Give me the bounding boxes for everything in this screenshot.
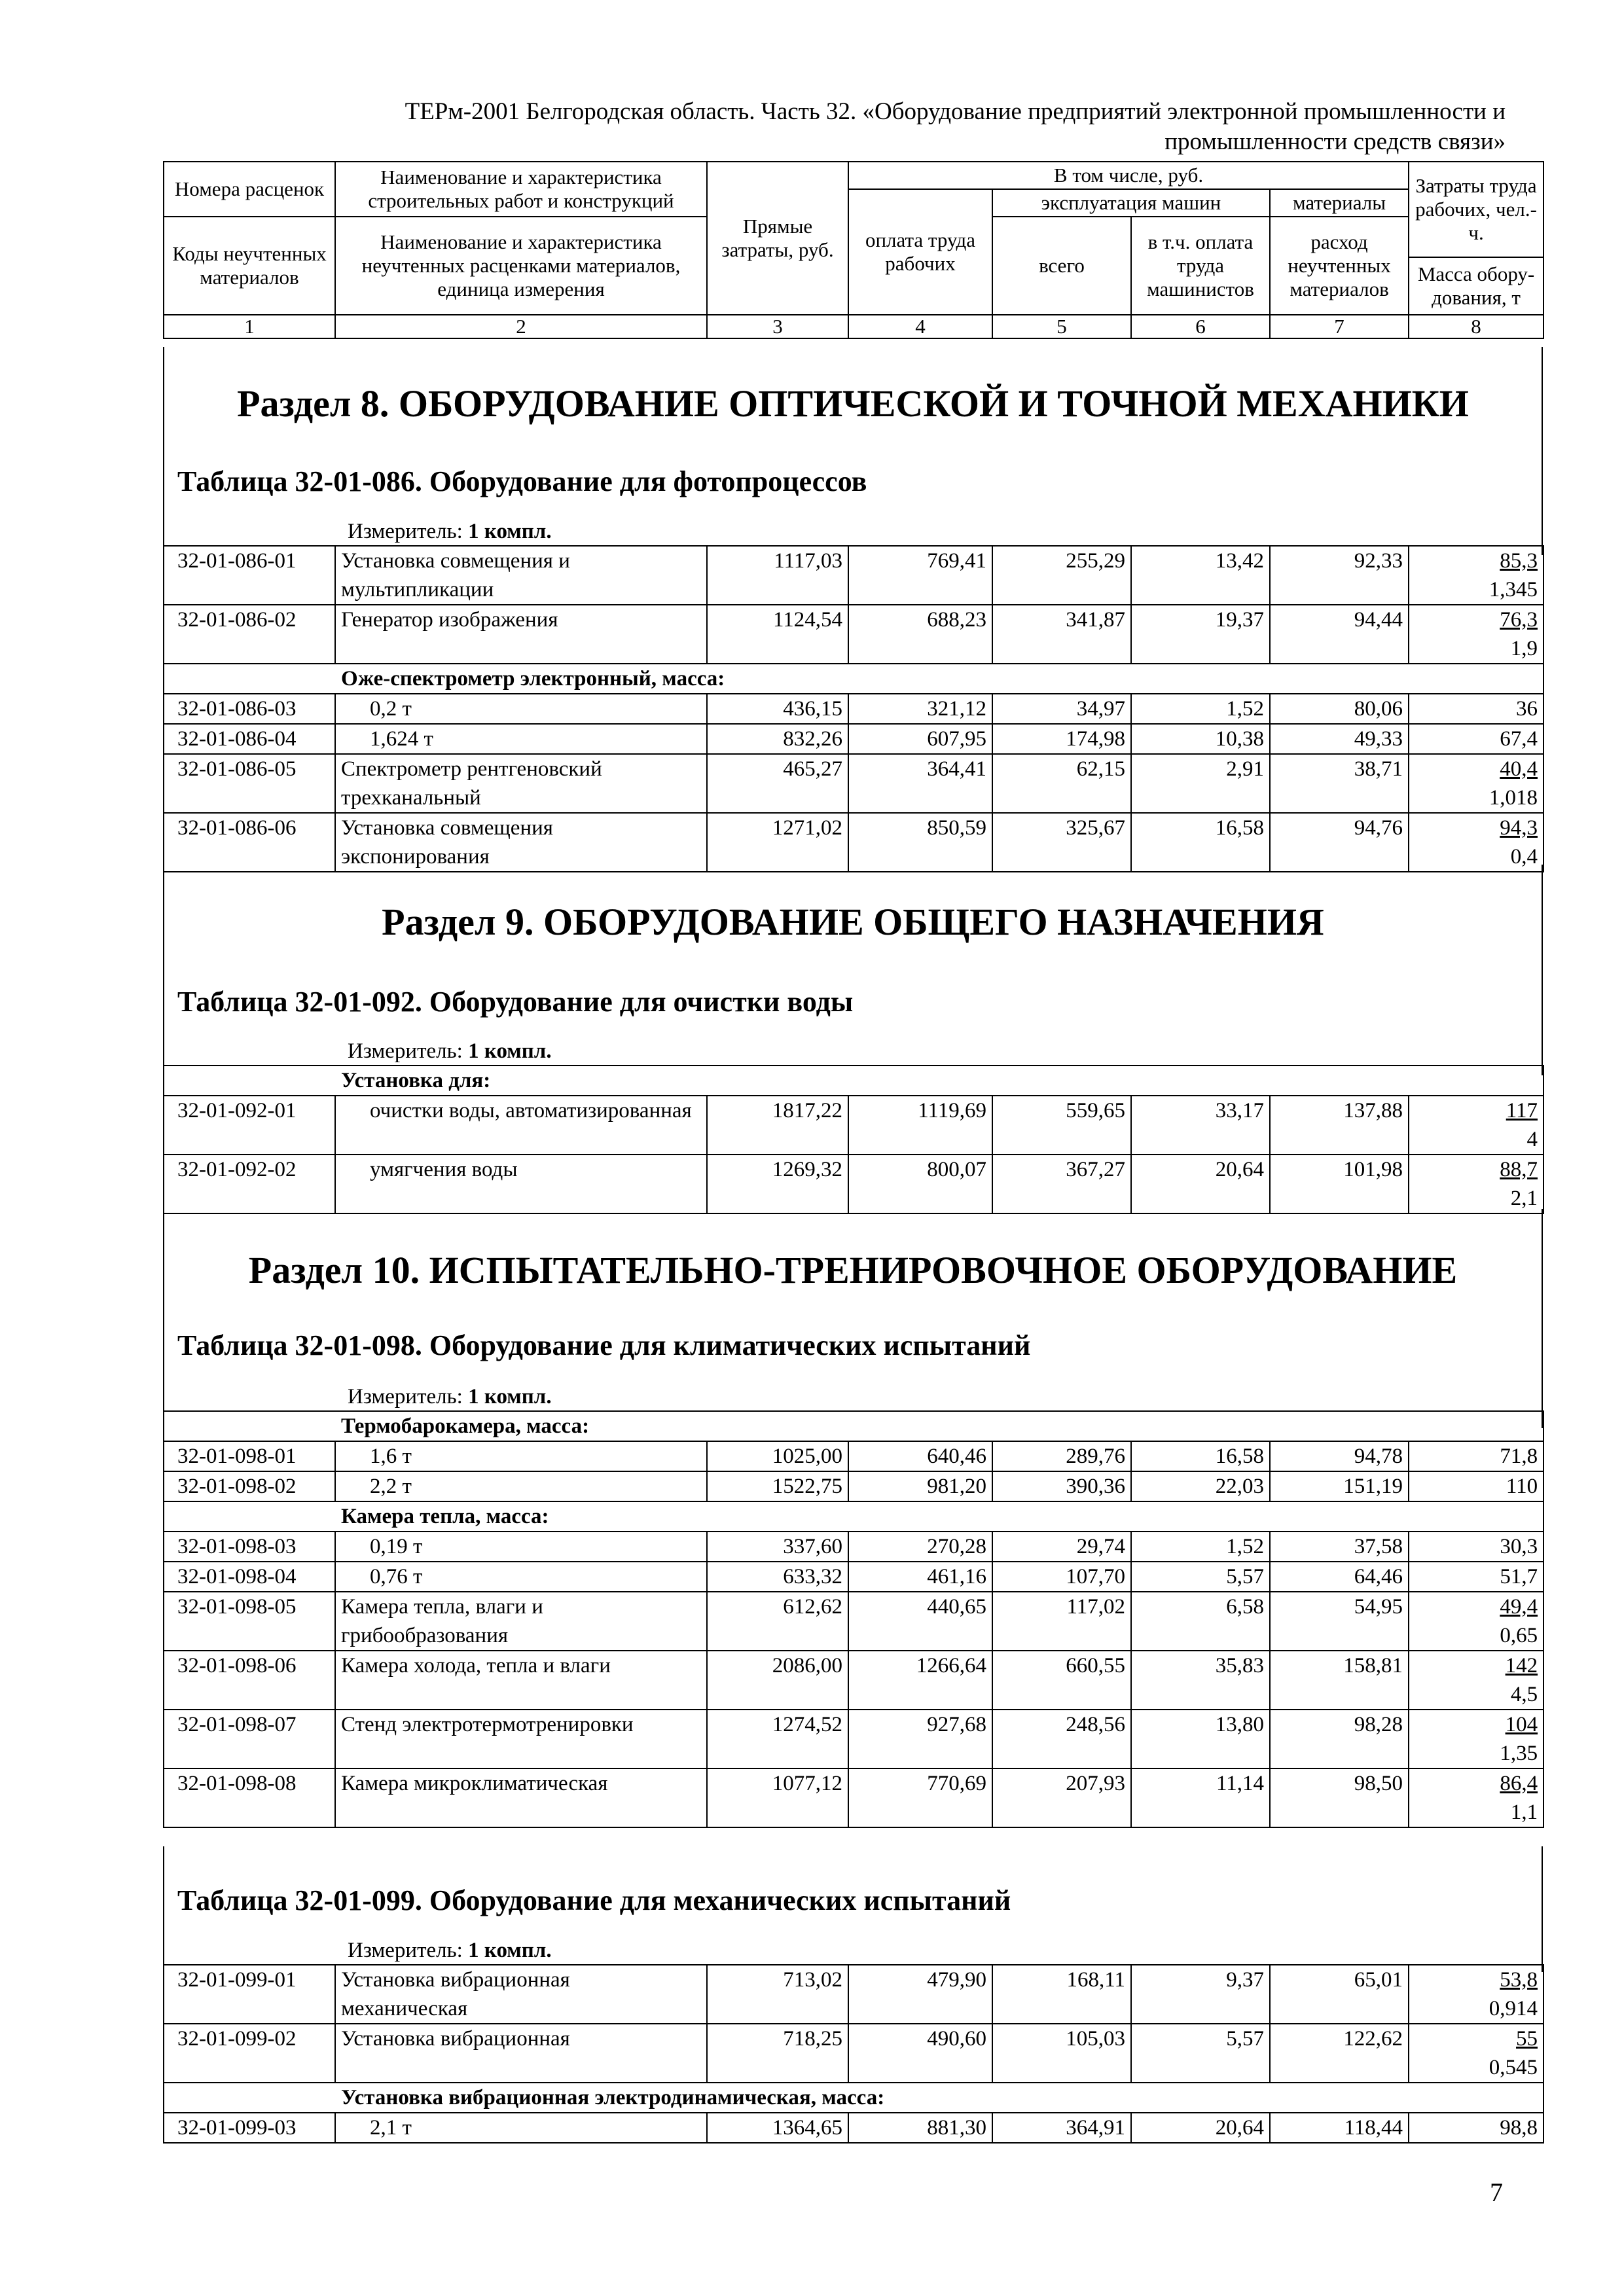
- row-machines: 34,97: [992, 694, 1131, 724]
- table-row: [164, 724, 1543, 754]
- row-materials: 54,95: [1270, 1592, 1409, 1651]
- row-hours: 142: [1505, 1654, 1538, 1677]
- section-8-title: Раздел 8. ОБОРУДОВАНИЕ ОПТИЧЕСКОЙ И ТОЧНОЙ МЕХАНИКИ: [237, 382, 1469, 425]
- row-hours: 30,3: [1409, 1532, 1543, 1562]
- row-hours: 36: [1409, 694, 1543, 724]
- page-number: 7: [1490, 2178, 1503, 2207]
- row-name: Камера микроклиматическая: [335, 1768, 707, 1827]
- row-materials: 118,44: [1270, 2113, 1409, 2143]
- row-name: 1,624 т: [335, 724, 707, 754]
- table-092-title: Таблица 32-01-092. Оборудование для очистки воды: [177, 986, 854, 1018]
- row-materials: 92,33: [1270, 546, 1409, 605]
- row-code: 32-01-098-07: [164, 1710, 335, 1768]
- group-label: Камера тепла, масса:: [164, 1501, 1543, 1532]
- row-direct: 612,62: [707, 1592, 848, 1651]
- col-mass-header: Масса обору-дования, т: [1409, 257, 1543, 315]
- row-materials: 98,50: [1270, 1768, 1409, 1827]
- table-row: [164, 605, 1543, 664]
- row-labor: 688,23: [848, 605, 992, 664]
- table-row: [164, 1096, 1543, 1155]
- row-labor: 640,46: [848, 1441, 992, 1471]
- table-row: [164, 2113, 1543, 2143]
- row-drivers: 16,58: [1131, 1441, 1270, 1471]
- row-mass: 0,65: [1500, 1624, 1538, 1647]
- measure-label: Измеритель:: [348, 1385, 463, 1408]
- row-materials: 64,46: [1270, 1562, 1409, 1592]
- col-number: 6: [1131, 315, 1270, 338]
- table-row: [164, 1155, 1543, 1213]
- row-drivers: 1,52: [1131, 1532, 1270, 1562]
- table-086-measure: [348, 517, 552, 546]
- row-hours: 85,3: [1500, 549, 1538, 573]
- row-materials: 101,98: [1270, 1155, 1409, 1213]
- row-direct: 633,32: [707, 1562, 848, 1592]
- col-material-codes-header: Коды неучтенных материалов: [164, 217, 335, 315]
- row-code: 32-01-086-03: [164, 694, 335, 724]
- measure-value: 1 компл.: [468, 1939, 552, 1962]
- row-drivers: 22,03: [1131, 1471, 1270, 1501]
- row-hours-mass: [1409, 1710, 1543, 1768]
- row-name: Установка совмещения и мультипликации: [335, 546, 707, 605]
- row-machines: 559,65: [992, 1096, 1131, 1155]
- table-099-title: Таблица 32-01-099. Оборудование для механических испытаний: [177, 1884, 1011, 1916]
- col-machines-total-header: всего: [992, 217, 1131, 315]
- row-mass: 4,5: [1510, 1683, 1538, 1706]
- table-row: [164, 754, 1543, 813]
- row-direct: 436,15: [707, 694, 848, 724]
- row-name: Установка вибрационная механическая: [335, 1965, 707, 2024]
- table-098-measure: [348, 1382, 552, 1411]
- row-hours-mass: [1409, 546, 1543, 605]
- row-code: 32-01-086-06: [164, 813, 335, 872]
- row-drivers: 5,57: [1131, 1562, 1270, 1592]
- row-hours-mass: [1409, 1768, 1543, 1827]
- row-mass: 0,545: [1489, 2056, 1538, 2079]
- measure-value: 1 компл.: [468, 1039, 552, 1063]
- row-direct: 337,60: [707, 1532, 848, 1562]
- row-direct: 1274,52: [707, 1710, 848, 1768]
- row-materials: 151,19: [1270, 1471, 1409, 1501]
- col-number: 7: [1270, 315, 1409, 338]
- row-machines: 255,29: [992, 546, 1131, 605]
- row-hours-mass: [1409, 1592, 1543, 1651]
- row-materials: 137,88: [1270, 1096, 1409, 1155]
- row-code: 32-01-092-02: [164, 1155, 335, 1213]
- row-hours: 104: [1505, 1713, 1538, 1736]
- row-name: умягчения воды: [335, 1155, 707, 1213]
- row-labor: 800,07: [848, 1155, 992, 1213]
- row-hours: 88,7: [1500, 1158, 1538, 1181]
- col-name-header: Наименование и характеристика строительных работ и конструкций: [335, 162, 707, 217]
- row-drivers: 2,91: [1131, 754, 1270, 813]
- row-materials: 94,76: [1270, 813, 1409, 872]
- row-hours-mass: [1409, 1651, 1543, 1710]
- row-machines: 107,70: [992, 1562, 1131, 1592]
- table-row: [164, 694, 1543, 724]
- row-materials: 38,71: [1270, 754, 1409, 813]
- row-name: 0,76 т: [335, 1562, 707, 1592]
- row-direct: 465,27: [707, 754, 848, 813]
- group-label: Оже-спектрометр электронный, масса:: [164, 664, 1543, 694]
- measure-label: Измеритель:: [348, 1939, 463, 1962]
- row-code: 32-01-086-02: [164, 605, 335, 664]
- row-machines: 62,15: [992, 754, 1131, 813]
- col-hours-header: Затраты труда рабочих, чел.-ч.: [1409, 162, 1543, 257]
- row-mass: 1,018: [1489, 786, 1538, 810]
- table-092: [163, 1065, 1544, 1214]
- row-materials: 158,81: [1270, 1651, 1409, 1710]
- row-hours-mass: [1409, 1965, 1543, 2024]
- row-drivers: 6,58: [1131, 1592, 1270, 1651]
- table-row: [164, 1441, 1543, 1471]
- table-row: [164, 1965, 1543, 2024]
- row-code: 32-01-098-05: [164, 1592, 335, 1651]
- row-machines: 105,03: [992, 2024, 1131, 2083]
- row-labor: 270,28: [848, 1532, 992, 1562]
- row-machines: 325,67: [992, 813, 1131, 872]
- row-code: 32-01-098-08: [164, 1768, 335, 1827]
- row-direct: 1124,54: [707, 605, 848, 664]
- row-direct: 1271,02: [707, 813, 848, 872]
- row-materials: 65,01: [1270, 1965, 1409, 2024]
- row-mass: 0,4: [1510, 845, 1538, 869]
- measure-label: Измеритель:: [348, 1039, 463, 1063]
- col-number: 2: [335, 315, 707, 338]
- row-materials: 94,44: [1270, 605, 1409, 664]
- group-row: [164, 1501, 1543, 1532]
- table-092-measure: [348, 1037, 552, 1066]
- row-code: 32-01-098-01: [164, 1441, 335, 1471]
- row-direct: 1817,22: [707, 1096, 848, 1155]
- table-098-title: Таблица 32-01-098. Оборудование для климатических испытаний: [177, 1329, 1031, 1361]
- row-hours-mass: [1409, 2024, 1543, 2083]
- row-drivers: 19,37: [1131, 605, 1270, 664]
- table-098: [163, 1410, 1544, 1828]
- row-labor: 881,30: [848, 2113, 992, 2143]
- row-hours: 71,8: [1409, 1441, 1543, 1471]
- row-direct: 2086,00: [707, 1651, 848, 1710]
- row-direct: 713,02: [707, 1965, 848, 2024]
- row-mass: 2,1: [1510, 1187, 1538, 1210]
- row-direct: 1269,32: [707, 1155, 848, 1213]
- row-mass: 1,345: [1489, 578, 1538, 601]
- col-machines-header: эксплуатация машин: [992, 189, 1270, 217]
- row-hours-mass: [1409, 813, 1543, 872]
- row-drivers: 20,64: [1131, 2113, 1270, 2143]
- row-code: 32-01-086-05: [164, 754, 335, 813]
- row-hours: 67,4: [1409, 724, 1543, 754]
- row-mass: 1,1: [1510, 1801, 1538, 1824]
- table-099: [163, 1964, 1544, 2144]
- row-mass: 0,914: [1489, 1997, 1538, 2020]
- row-materials: 98,28: [1270, 1710, 1409, 1768]
- row-labor: 769,41: [848, 546, 992, 605]
- row-labor: 364,41: [848, 754, 992, 813]
- row-name: [335, 1096, 707, 1155]
- col-number: 3: [707, 315, 848, 338]
- page-header: [262, 97, 1506, 157]
- row-machines: 207,93: [992, 1768, 1131, 1827]
- row-drivers: 13,80: [1131, 1710, 1270, 1768]
- row-drivers: 16,58: [1131, 813, 1270, 872]
- column-header-table: [163, 161, 1544, 339]
- row-labor: 607,95: [848, 724, 992, 754]
- col-number: 1: [164, 315, 335, 338]
- col-number: 4: [848, 315, 992, 338]
- row-drivers: 20,64: [1131, 1155, 1270, 1213]
- row-code: 32-01-098-03: [164, 1532, 335, 1562]
- row-code: 32-01-098-02: [164, 1471, 335, 1501]
- row-labor: 490,60: [848, 2024, 992, 2083]
- row-name: 0,19 т: [335, 1532, 707, 1562]
- header-line-1: ТЕРм-2001 Белгородская область. Часть 32. «Оборудование предприятий электронной промышленности и: [405, 98, 1506, 125]
- row-labor: 927,68: [848, 1710, 992, 1768]
- row-hours: 110: [1409, 1471, 1543, 1501]
- row-code: 32-01-086-01: [164, 546, 335, 605]
- table-086-title: Таблица 32-01-086. Оборудование для фотопроцессов: [177, 465, 867, 497]
- table-row: [164, 2024, 1543, 2083]
- table-row: [164, 1562, 1543, 1592]
- row-machines: 117,02: [992, 1592, 1131, 1651]
- col-number: 8: [1409, 315, 1543, 338]
- table-row: [164, 1651, 1543, 1710]
- table-row: [164, 1710, 1543, 1768]
- row-hours: 98,8: [1409, 2113, 1543, 2143]
- row-labor: 770,69: [848, 1768, 992, 1827]
- row-hours: 117: [1506, 1099, 1538, 1122]
- table-row: [164, 546, 1543, 605]
- row-drivers: 10,38: [1131, 724, 1270, 754]
- col-material-names-header: Наименование и характеристика неучтенных расценками материалов, единица измерения: [335, 217, 707, 315]
- row-code: 32-01-098-04: [164, 1562, 335, 1592]
- row-code: 32-01-099-02: [164, 2024, 335, 2083]
- row-name: Генератор изображения: [335, 605, 707, 664]
- row-code: 32-01-099-01: [164, 1965, 335, 2024]
- section-10-title: Раздел 10. ИСПЫТАТЕЛЬНО-ТРЕНИРОВОЧНОЕ ОБОРУДОВАНИЕ: [248, 1249, 1458, 1291]
- row-direct: 1117,03: [707, 546, 848, 605]
- row-hours: 76,3: [1500, 608, 1538, 632]
- row-labor: 461,16: [848, 1562, 992, 1592]
- group-label: Термобарокамера, масса:: [164, 1411, 1543, 1441]
- row-hours: 51,7: [1409, 1562, 1543, 1592]
- table-086: [163, 545, 1544, 872]
- measure-label: Измеритель:: [348, 520, 463, 543]
- row-name: Установка вибрационная: [335, 2024, 707, 2083]
- row-machines: 660,55: [992, 1651, 1131, 1710]
- group-row: [164, 2083, 1543, 2113]
- row-code: 32-01-092-01: [164, 1096, 335, 1155]
- col-materials-header: материалы: [1270, 189, 1409, 217]
- row-direct: 1364,65: [707, 2113, 848, 2143]
- row-mass: 4: [1526, 1128, 1538, 1151]
- row-labor: 479,90: [848, 1965, 992, 2024]
- table-row: [164, 1532, 1543, 1562]
- table-099-measure: [348, 1936, 552, 1965]
- col-number: 5: [992, 315, 1131, 338]
- row-direct: 1025,00: [707, 1441, 848, 1471]
- row-name: 1,6 т: [335, 1441, 707, 1471]
- table-row: [164, 1592, 1543, 1651]
- row-mass: 1,35: [1500, 1742, 1538, 1765]
- row-direct: 1522,75: [707, 1471, 848, 1501]
- row-labor: 321,12: [848, 694, 992, 724]
- col-direct-header: Прямые затраты, руб.: [707, 162, 848, 315]
- table-row: [164, 1471, 1543, 1501]
- col-group-header: В том числе, руб.: [848, 162, 1409, 189]
- row-materials: 94,78: [1270, 1441, 1409, 1471]
- row-drivers: 11,14: [1131, 1768, 1270, 1827]
- table-row: [164, 813, 1543, 872]
- row-name: Установка совмещения экспонирования: [335, 813, 707, 872]
- group-label: Установка вибрационная электродинамическая, масса:: [164, 2083, 1543, 2113]
- row-machines: 364,91: [992, 2113, 1131, 2143]
- row-drivers: 13,42: [1131, 546, 1270, 605]
- row-hours: 86,4: [1500, 1772, 1538, 1795]
- row-machines: 289,76: [992, 1441, 1131, 1471]
- col-labor-header: оплата труда рабочих: [848, 189, 992, 315]
- row-name: 0,2 т: [335, 694, 707, 724]
- row-hours: 49,4: [1500, 1595, 1538, 1619]
- row-direct: 1077,12: [707, 1768, 848, 1827]
- table-row: [164, 1768, 1543, 1827]
- group-label: Установка для:: [164, 1066, 1543, 1096]
- row-machines: 367,27: [992, 1155, 1131, 1213]
- price-sheet: [163, 161, 1543, 2140]
- row-hours-mass: [1409, 1155, 1543, 1213]
- col-codes-header: Номера расценок: [164, 162, 335, 217]
- row-hours: 40,4: [1500, 757, 1538, 781]
- row-name: 2,2 т: [335, 1471, 707, 1501]
- measure-value: 1 компл.: [468, 1385, 552, 1408]
- row-machines: 174,98: [992, 724, 1131, 754]
- row-hours: 53,8: [1500, 1968, 1538, 1992]
- row-hours: 55: [1516, 2027, 1538, 2051]
- row-name: Спектрометр рентгеновский трехканальный: [335, 754, 707, 813]
- row-name: Камера холода, тепла и влаги: [335, 1651, 707, 1710]
- row-name: Стенд электротермотренировки: [335, 1710, 707, 1768]
- row-machines: 390,36: [992, 1471, 1131, 1501]
- row-drivers: 9,37: [1131, 1965, 1270, 2024]
- col-drivers-header: в т.ч. оплата труда машинистов: [1131, 217, 1270, 315]
- row-code: 32-01-086-04: [164, 724, 335, 754]
- row-machines: 168,11: [992, 1965, 1131, 2024]
- row-labor: 981,20: [848, 1471, 992, 1501]
- row-code: 32-01-099-03: [164, 2113, 335, 2143]
- row-drivers: 35,83: [1131, 1651, 1270, 1710]
- row-labor: 440,65: [848, 1592, 992, 1651]
- row-hours: 94,3: [1500, 816, 1538, 840]
- row-drivers: 1,52: [1131, 694, 1270, 724]
- section-9-title: Раздел 9. ОБОРУДОВАНИЕ ОБЩЕГО НАЗНАЧЕНИЯ: [382, 901, 1324, 943]
- row-machines: 29,74: [992, 1532, 1131, 1562]
- row-name: Камера тепла, влаги и грибообразования: [335, 1592, 707, 1651]
- row-direct: 718,25: [707, 2024, 848, 2083]
- row-drivers: 5,57: [1131, 2024, 1270, 2083]
- row-mass: 1,9: [1510, 637, 1538, 660]
- row-name: 2,1 т: [335, 2113, 707, 2143]
- measure-value: 1 компл.: [468, 520, 552, 543]
- row-drivers: 33,17: [1131, 1096, 1270, 1155]
- row-hours-mass: [1409, 605, 1543, 664]
- row-labor: 1266,64: [848, 1651, 992, 1710]
- row-hours-mass: [1409, 1096, 1543, 1155]
- row-hours-mass: [1409, 754, 1543, 813]
- row-materials: 49,33: [1270, 724, 1409, 754]
- row-direct: 832,26: [707, 724, 848, 754]
- row-labor: 850,59: [848, 813, 992, 872]
- row-labor: 1119,69: [848, 1096, 992, 1155]
- row-code: 32-01-098-06: [164, 1651, 335, 1710]
- row-machines: 248,56: [992, 1710, 1131, 1768]
- header-line-2: промышленности средств связи»: [1164, 128, 1506, 155]
- row-name-text: очистки воды, автоматизированная: [370, 1099, 692, 1122]
- group-row: [164, 1066, 1543, 1096]
- col-unaccounted-header: расход неучтенных материалов: [1270, 217, 1409, 315]
- group-row: [164, 1411, 1543, 1441]
- group-row: [164, 664, 1543, 694]
- row-machines: 341,87: [992, 605, 1131, 664]
- row-materials: 37,58: [1270, 1532, 1409, 1562]
- row-materials: 80,06: [1270, 694, 1409, 724]
- row-materials: 122,62: [1270, 2024, 1409, 2083]
